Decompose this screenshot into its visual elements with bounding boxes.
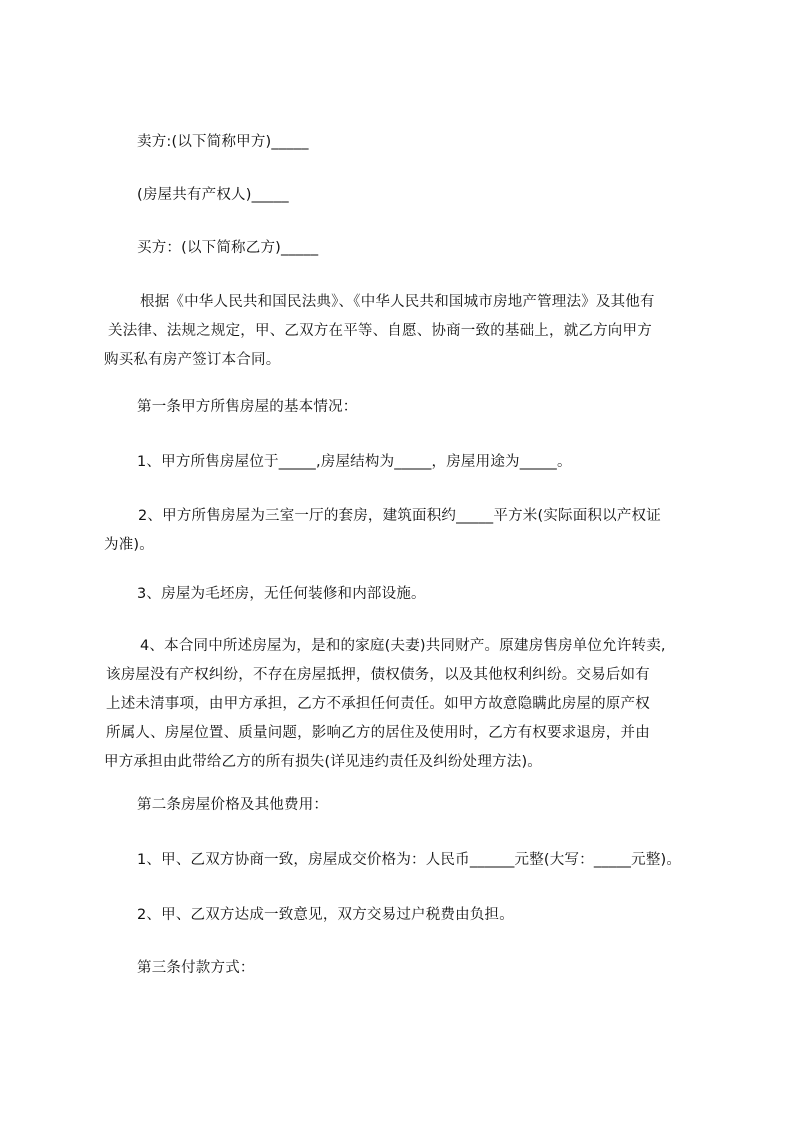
- article-1-item-4-line-5: 甲方承担由此带给乙方的所有损失(详见违约责任及纠纷处理方法)。: [104, 754, 543, 770]
- article-1-item-4-line-4: 所属人、房屋位置、质量问题，影响乙方的居住及使用时，乙方有权要求退房，并由: [106, 725, 650, 741]
- preamble-line-3: 购买私有房产签订本合同。: [104, 352, 281, 368]
- article-1-item-2: [104, 502, 661, 560]
- seller-line: 卖方:(以下简称甲方)_____: [137, 134, 309, 150]
- article-2-item-2: 2、甲、乙双方达成一致意见，双方交易过户税费由负担。: [137, 907, 514, 923]
- article-2-item-1: 1、甲、乙双方协商一致，房屋成交价格为：人民币______元整(大写：_____元整)。: [137, 852, 682, 868]
- article-1-item-4-line-3: 上述未清事项，由甲方承担，乙方不承担任何责任。如甲方故意隐瞒此房屋的原产权: [106, 696, 650, 712]
- article-1-title: 第一条甲方所售房屋的基本情况：: [137, 399, 358, 415]
- article-1-item-4-line-1: 4、本合同中所述房屋为，是和的家庭(夫妻)共同财产。原建房售房单位允许转卖,: [140, 638, 666, 654]
- article-1-item-2-line-1: 2、甲方所售房屋为三室一厅的套房，建筑面积约_____平方米(实际面积以产权证: [138, 508, 661, 524]
- article-2-title: 第二条房屋价格及其他费用：: [137, 797, 329, 813]
- preamble-paragraph: [104, 288, 655, 375]
- article-1-item-1: 1、甲方所售房屋位于_____,房屋结构为_____，房屋用途为_____。: [137, 454, 572, 470]
- article-1-item-4: [104, 632, 666, 777]
- article-3-title: 第三条付款方式：: [137, 960, 255, 976]
- preamble-line-1: 根据《中华人民共和国民法典》、《中华人民共和国城市房地产管理法》及其他有: [140, 294, 655, 310]
- article-1-item-2-line-2: 为准)。: [104, 537, 154, 553]
- co-owner-line: (房屋共有产权人)_____: [137, 187, 289, 203]
- preamble-line-2: 关法律、法规之规定，甲、乙双方在平等、自愿、协商一致的基础上，就乙方向甲方: [108, 323, 652, 339]
- article-1-item-3: 3、房屋为毛坯房，无任何装修和内部设施。: [137, 586, 426, 602]
- article-1-item-4-line-2: 该房屋没有产权纠纷，不存在房屋抵押，债权债务，以及其他权利纠纷。交易后如有: [106, 667, 650, 683]
- buyer-line: 买方：(以下简称乙方)_____: [137, 240, 319, 256]
